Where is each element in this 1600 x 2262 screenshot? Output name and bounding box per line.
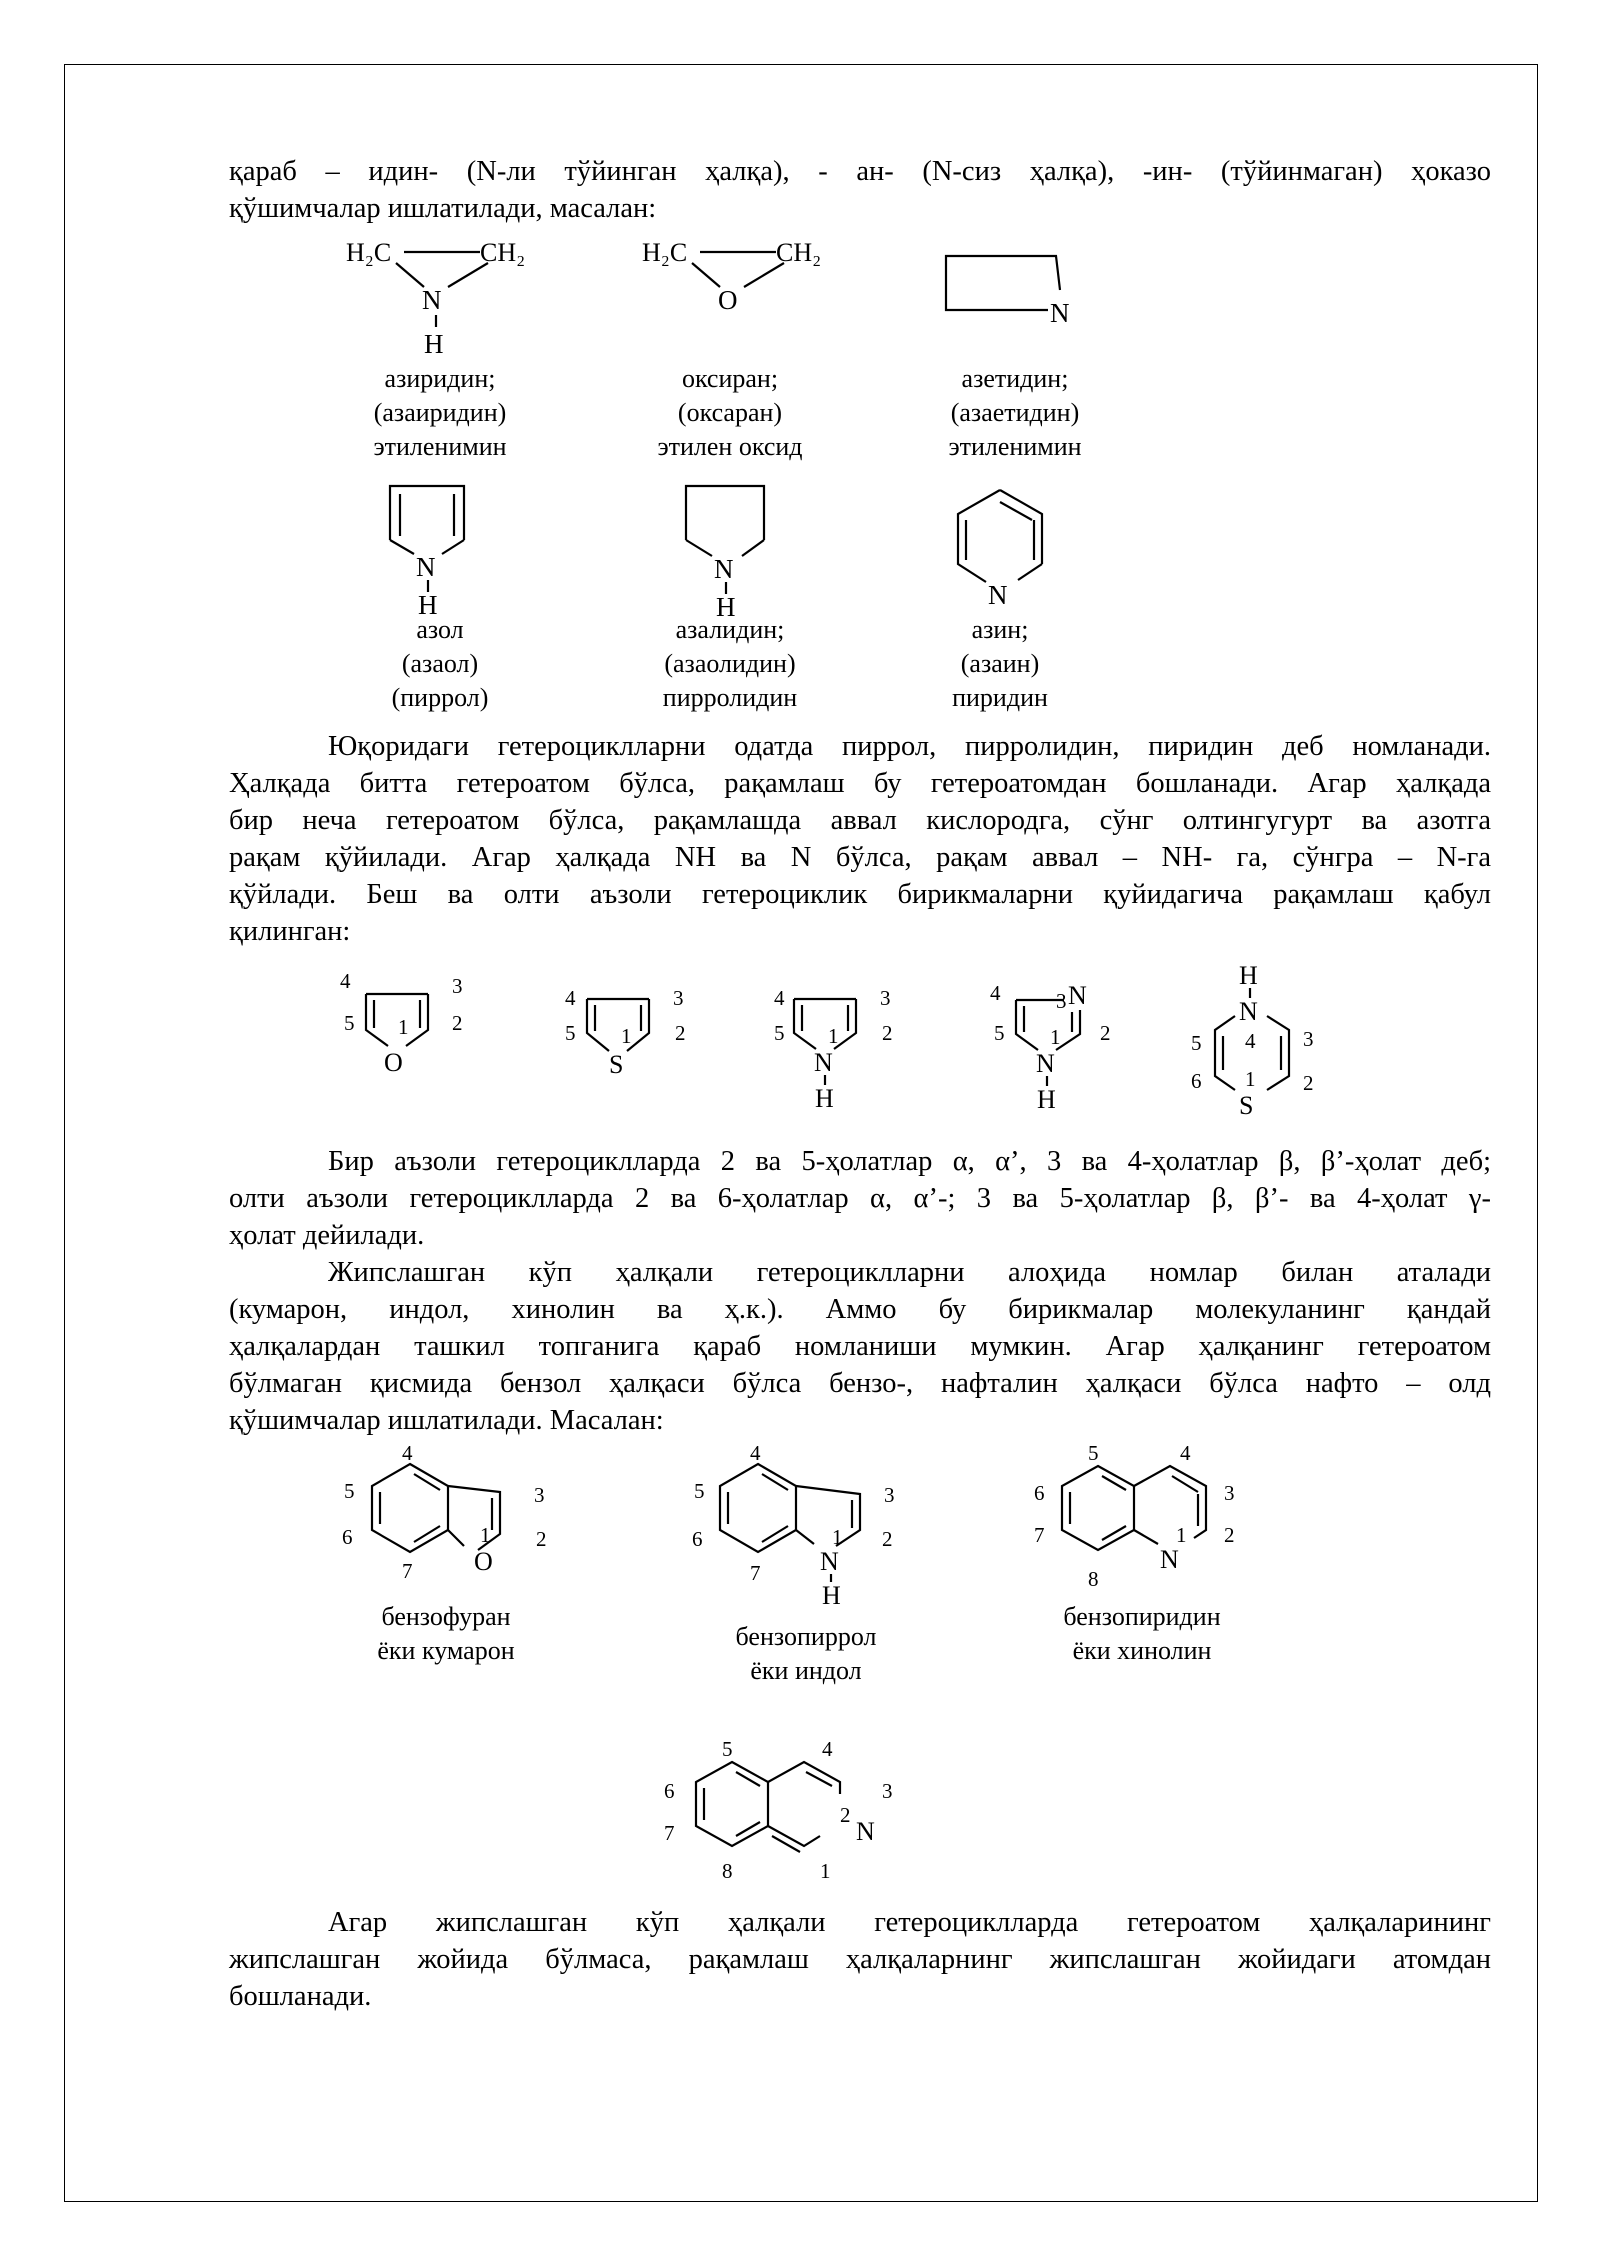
- caption-oxirane: [600, 362, 860, 464]
- svg-text:6: 6: [1191, 1069, 1202, 1093]
- text-line: Юқоридаги гетероциклларни одатда пиррол, пирролидин, пиридин деб номланади.: [328, 731, 1491, 762]
- atom-label: H: [418, 590, 438, 620]
- svg-text:2: 2: [840, 1803, 851, 1827]
- svg-text:4: 4: [822, 1737, 833, 1761]
- svg-text:5: 5: [694, 1479, 705, 1503]
- caption-line: (оксаран): [677, 398, 783, 427]
- atom-label: H: [1037, 1085, 1056, 1114]
- intro-line: қўшимчалар ишлатилади, масалан:: [229, 193, 657, 224]
- caption-line: ёки индол: [750, 1656, 862, 1685]
- text-line: қилинган:: [229, 916, 351, 947]
- svg-text:4: 4: [1180, 1441, 1191, 1465]
- svg-text:7: 7: [664, 1821, 675, 1845]
- intro-line: қараб – идин- (N-ли тўйинган ҳалқа), - ан- (N-сиз ҳалқа), -ин- (тўйинмаган) ҳоказо: [229, 156, 1491, 187]
- text-line: Бир аъзоли гетероциклларда 2 ва 5-ҳолатлар α, α’, 3 ва 4-ҳолатлар β, β’-ҳолат деб;: [328, 1146, 1491, 1177]
- atom-label: H: [716, 592, 736, 622]
- text-line: бошланади.: [229, 1981, 372, 2012]
- svg-text:8: 8: [722, 1859, 733, 1883]
- atom-label: N: [1160, 1545, 1179, 1574]
- caption-line: этиленимин: [948, 432, 1082, 461]
- isoquinoline-structure: [660, 1737, 910, 1890]
- svg-text:5: 5: [774, 1021, 785, 1045]
- svg-text:1: 1: [820, 1859, 831, 1883]
- caption-line: бензопиридин: [1063, 1602, 1221, 1631]
- text-line: ҳолат дейилади.: [229, 1220, 425, 1251]
- caption-pyrrolidine: [600, 613, 860, 715]
- svg-text:1: 1: [1176, 1523, 1187, 1547]
- caption-line: (азаолидин): [664, 649, 796, 678]
- svg-text:2: 2: [675, 1021, 686, 1045]
- svg-text:1: 1: [621, 1024, 632, 1048]
- paragraph-numbering: [229, 728, 1491, 950]
- caption-line: этилен оксид: [657, 432, 803, 461]
- text-line: Жипслашган кўп ҳалқали гетероциклларни алоҳида номлар билан аталади: [328, 1257, 1491, 1288]
- svg-text:2: 2: [1100, 1021, 1111, 1045]
- caption-line: азетидин;: [961, 364, 1069, 393]
- text-line: жипслашган жойида бўлмаса, рақамлаш ҳалқаларнинг жипслашган жойидаги атомдан: [229, 1944, 1491, 1975]
- svg-text:2: 2: [1303, 1071, 1314, 1095]
- caption-line: азиридин;: [384, 364, 496, 393]
- svg-text:4: 4: [402, 1441, 413, 1465]
- caption-azetidine: [885, 362, 1145, 464]
- atom-label: N: [1068, 981, 1087, 1010]
- caption-line: азол: [416, 615, 464, 644]
- caption-line: (азаин): [960, 649, 1040, 678]
- svg-text:2: 2: [452, 1011, 463, 1035]
- caption-line: пирролидин: [662, 683, 798, 712]
- atom-label: O: [474, 1547, 493, 1576]
- caption-line: оксиран;: [681, 364, 779, 393]
- svg-text:5: 5: [565, 1021, 576, 1045]
- caption-line: (пиррол): [391, 683, 489, 712]
- svg-text:3: 3: [534, 1483, 545, 1507]
- text-line: бир неча гетероатом бўлса, рақамлашда аввал кислородга, сўнг олтингугурт ва азотга: [229, 805, 1491, 836]
- pyrrole-structure: [380, 480, 500, 620]
- atom-label: N: [820, 1547, 839, 1576]
- svg-text:6: 6: [664, 1779, 675, 1803]
- text-line: рақам қўйилади. Агар ҳалқада NH ва N бўлса, рақам аввал – NH- га, сўнгра – N-га: [229, 842, 1491, 873]
- text-line: қўшимчалар ишлатилади. Масалан:: [229, 1405, 664, 1436]
- svg-text:5: 5: [1088, 1441, 1099, 1465]
- svg-text:1: 1: [828, 1024, 839, 1048]
- svg-text:3: 3: [1056, 989, 1067, 1013]
- thiazine-numbered: [1191, 958, 1355, 1128]
- svg-text:2: 2: [1224, 1523, 1235, 1547]
- atom-label: S: [609, 1050, 624, 1079]
- furan-numbered: [340, 969, 480, 1080]
- thiophene-numbered: [565, 985, 705, 1085]
- text-line: бўлмаган қисмида бензол ҳалқаси бўлса бензо-, нафталин ҳалқаси бўлса нафто – олд: [229, 1368, 1491, 1399]
- atom-label: N: [856, 1817, 875, 1846]
- svg-text:7: 7: [402, 1559, 413, 1583]
- text-line: олти аъзоли гетероциклларда 2 ва 6-ҳолатлар α, α’-; 3 ва 5-ҳолатлар β, β’- ва 4-ҳолат γ-: [229, 1183, 1491, 1214]
- indole-structure: [690, 1441, 920, 1610]
- caption-line: (азаетидин): [950, 398, 1080, 427]
- atom-label: N: [422, 285, 442, 315]
- caption-line: азалидин;: [675, 615, 785, 644]
- svg-text:2: 2: [882, 1021, 893, 1045]
- svg-text:1: 1: [480, 1523, 491, 1547]
- atom-label: O: [718, 285, 738, 315]
- atom-label: H: [822, 1581, 841, 1610]
- atom-label: H: [815, 1084, 834, 1113]
- svg-text:5: 5: [1191, 1031, 1202, 1055]
- caption-quinoline: [1012, 1600, 1272, 1668]
- caption-line: бензофуран: [381, 1602, 511, 1631]
- caption-line: (азаол): [401, 649, 479, 678]
- pyridine-structure: [950, 488, 1070, 608]
- svg-text:1: 1: [398, 1015, 409, 1039]
- atom-label: CH₂: [776, 238, 822, 267]
- atom-label: H₂C: [346, 238, 392, 267]
- quinoline-structure: [1030, 1441, 1270, 1591]
- svg-text:4: 4: [750, 1441, 761, 1465]
- svg-text:2: 2: [536, 1527, 547, 1551]
- atom-label: H₂C: [642, 238, 688, 267]
- svg-text:4: 4: [340, 969, 351, 993]
- caption-line: (азаиридин): [373, 398, 507, 427]
- svg-text:5: 5: [344, 1011, 355, 1035]
- caption-line: ёки кумарон: [377, 1636, 515, 1665]
- svg-text:3: 3: [1303, 1027, 1314, 1051]
- caption-indole: [676, 1620, 936, 1688]
- text-line: Агар жипслашган кўп ҳалқали гетероциклларда гетероатом ҳалқаларининг: [328, 1907, 1491, 1938]
- atom-label: H: [424, 329, 444, 359]
- caption-line: бензопиррол: [735, 1622, 877, 1651]
- aziridine-structure: [340, 235, 540, 365]
- atom-label: H: [1239, 961, 1258, 990]
- atom-label: S: [1239, 1091, 1254, 1120]
- atom-label: O: [384, 1048, 403, 1077]
- atom-label: N: [416, 552, 436, 582]
- caption-line: пиридин: [952, 683, 1048, 712]
- svg-text:6: 6: [692, 1527, 703, 1551]
- atom-label: N: [1050, 298, 1070, 328]
- caption-line: этиленимин: [373, 432, 507, 461]
- benzofuran-structure: [340, 1441, 570, 1583]
- svg-text:3: 3: [1224, 1481, 1235, 1505]
- atom-label: N: [814, 1048, 833, 1077]
- pyrrole-numbered: [772, 985, 912, 1115]
- caption-aziridine: [310, 362, 570, 464]
- svg-text:4: 4: [1245, 1029, 1256, 1053]
- svg-text:2: 2: [882, 1527, 893, 1551]
- caption-line: азин;: [971, 615, 1029, 644]
- intro-paragraph: [229, 153, 1491, 227]
- caption-line: ёки хинолин: [1072, 1636, 1212, 1665]
- svg-text:6: 6: [1034, 1481, 1045, 1505]
- svg-text:4: 4: [774, 986, 785, 1010]
- svg-text:4: 4: [990, 981, 1001, 1005]
- pyrrolidine-structure: [676, 480, 796, 622]
- atom-label: CH₂: [480, 238, 526, 267]
- svg-text:3: 3: [882, 1779, 893, 1803]
- text-line: ҳалқалардан ташкил топганига қараб номланиши мумкин. Агар ҳалқанинг гетероатом: [229, 1331, 1491, 1362]
- paragraph-fused-numbering: [229, 1904, 1491, 2015]
- paragraph-fused: [229, 1254, 1491, 1439]
- svg-text:3: 3: [884, 1483, 895, 1507]
- text-line: (кумарон, индол, хинолин ва ҳ.к.). Аммо бу бирикмалар молекуланинг қандай: [229, 1294, 1491, 1325]
- svg-text:5: 5: [344, 1479, 355, 1503]
- svg-text:5: 5: [722, 1737, 733, 1761]
- atom-label: N: [1239, 997, 1258, 1026]
- svg-text:1: 1: [832, 1525, 843, 1549]
- svg-text:7: 7: [1034, 1523, 1045, 1547]
- text-line: қўйлади. Беш ва олти аъзоли гетероциклик бирикмаларни қуйидагича рақамлаш қабул: [229, 879, 1491, 910]
- svg-text:1: 1: [1050, 1025, 1061, 1049]
- svg-text:3: 3: [880, 986, 891, 1010]
- atom-label: N: [714, 554, 734, 584]
- atom-label: N: [988, 580, 1008, 610]
- svg-text:3: 3: [452, 974, 463, 998]
- caption-pyridine: [870, 613, 1130, 715]
- svg-text:6: 6: [342, 1525, 353, 1549]
- svg-text:5: 5: [994, 1021, 1005, 1045]
- atom-label: N: [1036, 1049, 1055, 1078]
- svg-text:7: 7: [750, 1561, 761, 1585]
- caption-benzofuran: [316, 1600, 576, 1668]
- imidazole-numbered: [990, 980, 1130, 1115]
- svg-text:8: 8: [1088, 1567, 1099, 1591]
- paragraph-positions: [229, 1143, 1491, 1254]
- svg-text:3: 3: [673, 986, 684, 1010]
- svg-text:4: 4: [565, 986, 576, 1010]
- oxirane-structure: [636, 235, 836, 325]
- caption-pyrrole: [310, 613, 570, 715]
- svg-text:1: 1: [1245, 1067, 1256, 1091]
- azetidine-structure: [940, 250, 1080, 330]
- text-line: Ҳалқада битта гетероатом бўлса, рақамлаш бу гетероатомдан бошланади. Агар ҳалқада: [229, 768, 1491, 799]
